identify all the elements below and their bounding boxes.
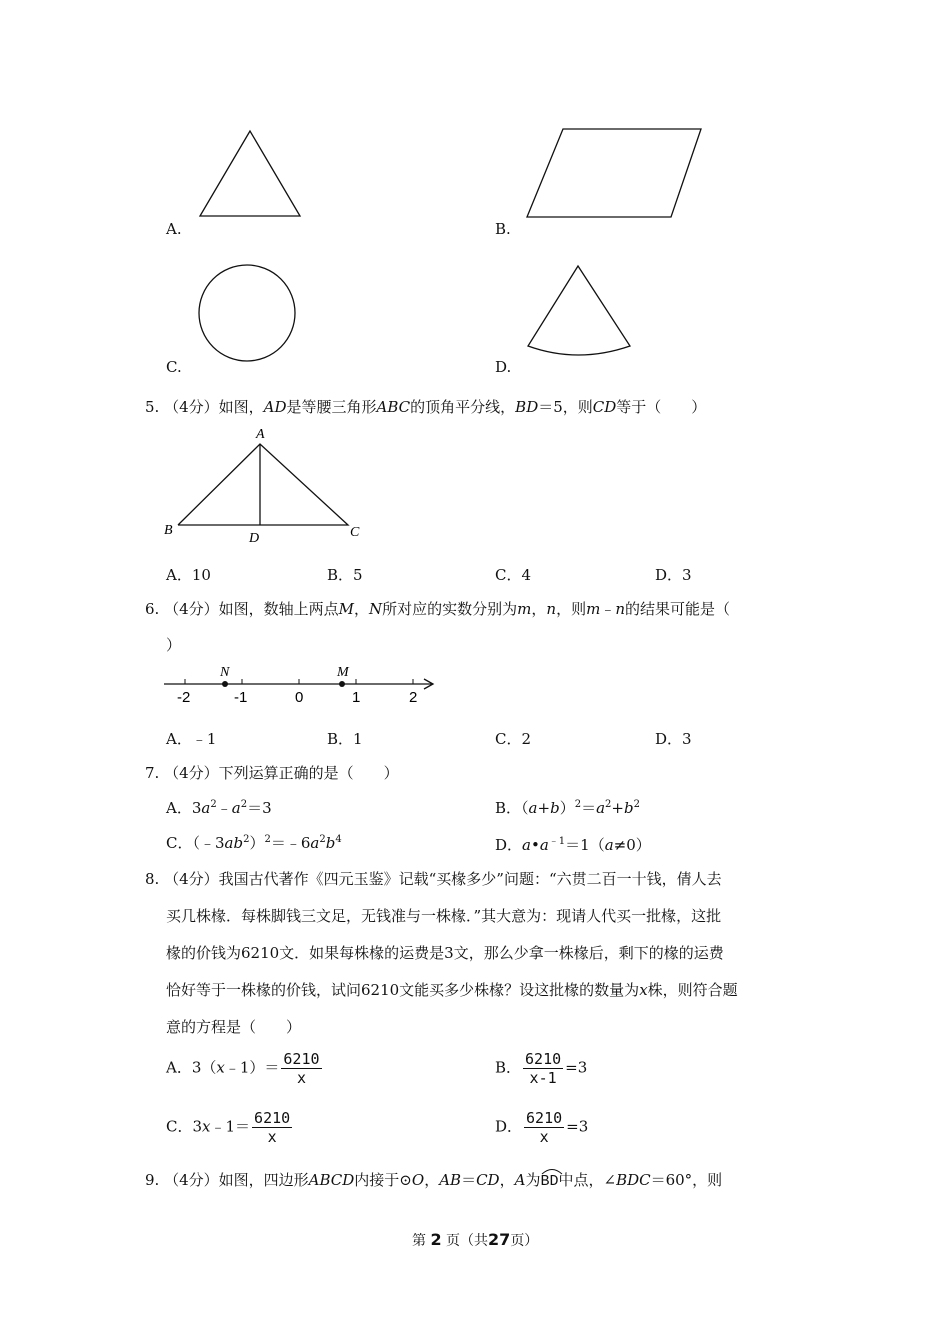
q8-stem-line2: 买几株椽．每株脚钱三文足，无钱准与一株椽．”其大意为：现请人代买一批椽，这批 [166,907,722,925]
q6-tick-0: 0 [295,689,304,706]
q5-option-c: C．4 [495,566,532,584]
q4-figure-triangle [196,128,306,220]
q5-option-b: B．5 [327,566,363,584]
q4-option-d-label: D. [495,358,512,376]
q7-option-a: A．$3a^2﹣a^2=3$ [166,799,272,817]
q6-tick-1: 1 [352,689,361,706]
q6-tick-neg2: -2 [177,689,191,706]
q4-figure-circle [196,262,300,366]
q7-option-c: C．$(﹣3ab^2)^2=﹣6a^2b^4$ [166,834,342,852]
q4-figure-parallelogram [524,125,706,221]
q8-option-a: A．3（x﹣1）＝ $\frac{6210}{x}$ [166,1050,320,1087]
q6-stem: 6. （4分）如图，数轴上两点M，N所对应的实数分别为m，n，则m﹣n的结果可能是（ [145,600,731,618]
q8-stem-line3: 椽的价钱为6210文．如果每株椽的运费是3文，那么少拿一株椽后，剩下的椽的运费 [166,944,724,962]
q7-stem: 7. （4分）下列运算正确的是（ ） [145,764,399,782]
q6-option-a: A．﹣1 [166,730,217,748]
q6-option-b: B．1 [327,730,363,748]
q4-figure-sector [524,262,636,364]
q6-option-c: C．2 [495,730,532,748]
q8-stem-line5: 意的方程是（ ） [166,1018,302,1036]
q6-label-n: N [220,665,230,680]
q6-stem-line2: ） [166,636,182,654]
q5-label-a: A [256,427,265,442]
q7-option-d: D．$a•a^{﹣1}=1(a\ne 0)$ [495,836,651,854]
q4-option-b-label: B. [495,220,511,238]
q7-option-b: B．$(a+b)^2=a^2+b^2$ [495,799,640,817]
q5-stem: 5. （4分）如图，AD是等腰三角形ABC的顶角平分线，BD＝5，则CD等于（ ） [145,398,707,416]
q6-figure-number-line [160,660,440,710]
q5-figure-isosceles-triangle [160,424,370,548]
q5-label-c: C [350,525,360,540]
q6-tick-neg1: -1 [234,689,248,706]
q4-option-a-label: A. [166,220,182,238]
q8-stem-line4: 恰好等于一株椽的价钱，试问6210文能买多少株椽？设这批椽的数量为x株，则符合题 [166,981,738,999]
q5-option-a: A．10 [166,566,211,584]
q5-option-d: D．3 [655,566,692,584]
q4-option-c-label: C. [166,358,182,376]
current-page-number: 2 [430,1230,442,1249]
q6-option-d: D．3 [655,730,692,748]
q8-stem-line1: 8. （4分）我国古代著作《四元玉鉴》记载“买椽多少”问题：“六贯二百一十钱，倩人去 [145,870,722,888]
q6-label-m: M [337,665,349,680]
q6-tick-2: 2 [409,689,418,706]
q8-option-d: D． $\frac{6210}{x}$ =3 [495,1109,589,1146]
q8-option-b: B． $\frac{6210}{x-1}$ =3 [495,1050,588,1087]
q9-stem: 9. （4分）如图，四边形ABCD内接于⊙O，AB＝CD，A为 BD中点，∠BDC＝60°，则 [145,1171,723,1190]
q5-label-b: B [164,523,173,538]
total-page-count: 27 [488,1230,511,1249]
page-footer: 第 2 页（共27页） [412,1230,539,1249]
q5-label-d: D [249,531,260,546]
q8-option-c: C．3x﹣1＝ $\frac{6210}{x}$ [166,1109,291,1146]
